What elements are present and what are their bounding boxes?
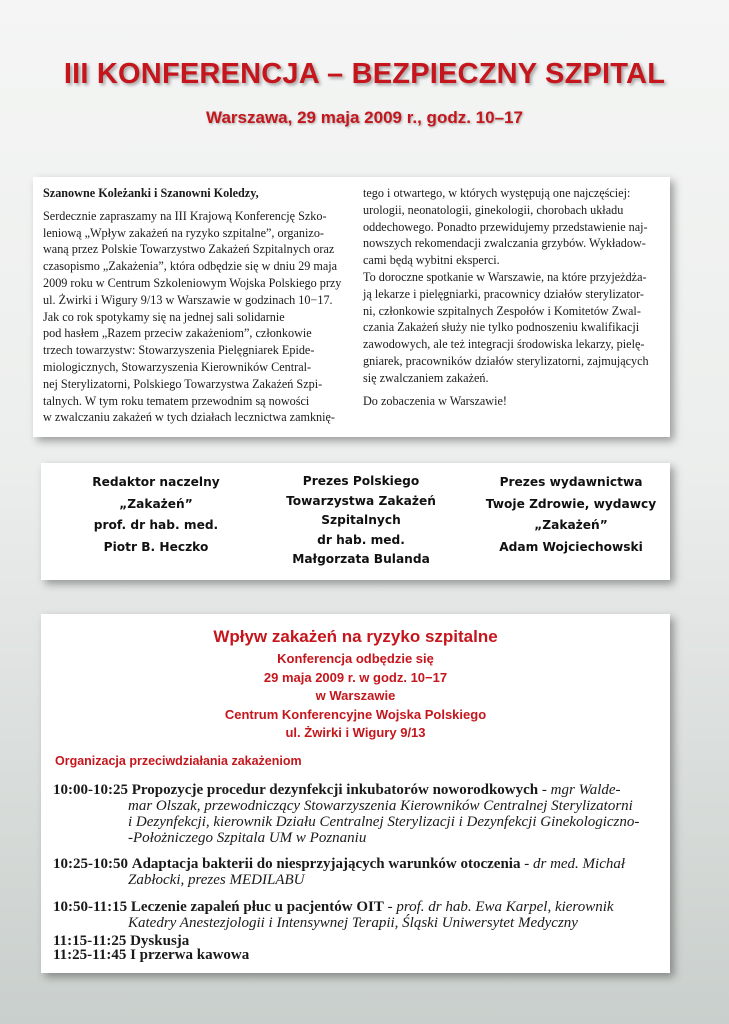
agenda-speaker-continued: Zabłocki, prezes MEDILABU (128, 872, 305, 888)
signature-line: Twoje Zdrowie, wydawcy (485, 496, 657, 511)
signatures-box (41, 463, 670, 580)
agenda-item (53, 899, 653, 931)
letter-line: 2009 roku w Centrum Szkoleniowym Wojska Polskiego przy (43, 275, 342, 290)
signature-line: „Zakażeń” (119, 496, 193, 511)
signature-line: Małgorzata Bulanda (292, 552, 430, 566)
agenda-time: 11:25-11:45 (53, 947, 127, 963)
letter-right-column (363, 185, 670, 409)
agenda-time: 10:00-10:25 (53, 782, 128, 798)
agenda-speaker: - mgr Walde- (538, 782, 621, 798)
page-title: III KONFERENCJA – BEZPIECZNY SZPITAL (63, 58, 666, 90)
program-info-line: w Warszawie (315, 688, 396, 703)
agenda-item (53, 947, 653, 963)
page-subtitle: Warszawa, 29 maja 2009 r., godz. 10–17 (206, 108, 523, 127)
program-info-line: Centrum Konferencyjne Wojska Polskiego (224, 707, 487, 722)
agenda-speaker-continued: Katedry Anestezjologii i Intensywnej Terapii, Śląski Uniwersytet Medyczny (128, 915, 578, 931)
program-info-line: Konferencja odbędzie się (277, 651, 434, 666)
letter-line: w zwalczaniu zakażeń w tych działach lecznictwa zamknię- (43, 410, 335, 425)
signature-line: dr hab. med. (317, 532, 405, 547)
letter-line: To doroczne spotkanie w Warszawie, na które przyjeżdża- (363, 269, 647, 284)
letter-line: gniarek, pracowników działów sterylizatorni, zajmujących (363, 353, 649, 368)
agenda-speaker-continued: -Położniczego Szpitala UM w Poznaniu (128, 830, 367, 846)
signature-line: „Zakażeń” (534, 518, 608, 532)
program-title: Wpływ zakażeń na ryzyko szpitalne (213, 627, 498, 646)
agenda-time: 10:50-11:15 (53, 899, 128, 915)
letter-line: zawodowych, ale też integracji środowiska lekarzy, pielę- (363, 337, 645, 352)
letter-line: leniową „Wpływ zakażeń na ryzyko szpitalne”, organizo- (43, 225, 324, 240)
letter-line: nowszych rekomendacji zwalczania grzybów. Wykładow- (363, 236, 646, 251)
letter-greeting: Szanowne Koleżanki i Szanowni Koledzy, (43, 186, 259, 200)
letter-line: ni, członkowie szpitalnych Zespołów i Komitetów Zwal- (363, 303, 641, 318)
letter-line: miologicznych, Stowarzyszenia Kierowników Central- (43, 359, 312, 374)
letter-line: czasopismo „Zakażenia”, która odbędzie się w dniu 29 maja (43, 259, 338, 274)
letter-line: czania Zakażeń służy nie tylko podnoszeniu kwalifikacji (363, 320, 640, 335)
program-box (41, 614, 670, 973)
program-info-line: ul. Żwirki i Wigury 9/13 (285, 725, 426, 740)
letter-line: pod hasłem „Razem przeciw zakażeniom”, członkowie (43, 326, 312, 341)
letter-line: nej Sterylizatorni, Polskiego Towarzystwa Zakażeń Szpi- (43, 376, 323, 391)
agenda-topic: Propozycje procedur dezynfekcji inkubatorów noworodkowych (131, 782, 539, 798)
agenda-topic: I przerwa kawowa (130, 947, 250, 963)
letter-line: Jak co rok spotykamy się na jednej sali solidarnie (43, 309, 285, 324)
letter-line: tego i otwartego, w których występują one najczęściej: (363, 186, 631, 200)
signature-line: prof. dr hab. med. (93, 518, 219, 532)
agenda-time: 10:25-10:50 (53, 856, 128, 872)
agenda-speaker: - dr med. Michał (520, 856, 626, 872)
invitation-letter (33, 177, 670, 437)
program-section-title: Organizacja przeciwdziałania zakażeniom (55, 754, 302, 768)
agenda-speaker-continued: mar Olszak, przewodniczący Stowarzyszenia Kierowników Centralnej Sterylizatorni (128, 798, 633, 814)
signature-line: Adam Wojciechowski (499, 539, 643, 554)
signature-society-president (256, 472, 466, 570)
agenda-topic: Adaptacja bakterii do niesprzyjających warunków otoczenia (131, 856, 521, 872)
letter-line: ul. Żwirki i Wigury 9/13 w Warszawie w godzinach 10−17. (43, 292, 333, 307)
agenda-speaker: - prof. dr hab. Ewa Karpel, kierownik (383, 899, 614, 915)
letter-line: ją lekarze i pielęgniarki, pracownicy działów sterylizator- (363, 286, 644, 301)
agenda-topic: Dyskusja (130, 933, 190, 949)
letter-closing: Do zobaczenia w Warszawie! (363, 393, 507, 408)
agenda-speaker-continued: i Dezynfekcji, kierownik Działu Centralnej Sterylizacji i Dezynfekcji Ginekologiczno- (128, 814, 640, 830)
signature-line: Piotr B. Heczko (103, 539, 209, 554)
signature-line: Towarzystwa Zakażeń (286, 493, 436, 508)
letter-line: Serdecznie zapraszamy na III Krajową Konferencję Szko- (43, 208, 327, 223)
signature-line: Redaktor naczelny (92, 475, 220, 489)
agenda-item (53, 782, 653, 846)
signature-line: Prezes Polskiego (302, 474, 420, 488)
letter-line: urologii, neonatologii, ginekologii, chorobach układu (363, 202, 624, 217)
letter-line: talnych. W tym roku tematem przewodnim są nowości (43, 393, 310, 408)
letter-left-column (43, 185, 343, 426)
signature-publisher (466, 472, 676, 558)
letter-line: cami będą wybitni eksperci. (363, 253, 500, 268)
letter-line: trzech towarzystw: Stowarzyszenia Pielęgniarek Epide- (43, 343, 315, 358)
agenda-topic: Leczenie zapaleń płuc u pacjentów OIT (130, 899, 384, 915)
signature-line: Szpitalnych (321, 513, 401, 527)
agenda-time: 11:15-11:25 (53, 933, 127, 949)
program-info-line: 29 maja 2009 r. w godz. 10−17 (263, 670, 448, 685)
signature-line: Prezes wydawnictwa (499, 475, 643, 489)
letter-line: się zwalczaniem zakażeń. (363, 370, 489, 385)
letter-line: oddechowego. Ponadto przewidujemy przedstawienie naj- (363, 219, 648, 234)
signature-editor (51, 472, 261, 558)
letter-line: waną przez Polskie Towarzystwo Zakażeń Szpitalnych oraz (43, 242, 335, 257)
agenda-item (53, 856, 653, 888)
